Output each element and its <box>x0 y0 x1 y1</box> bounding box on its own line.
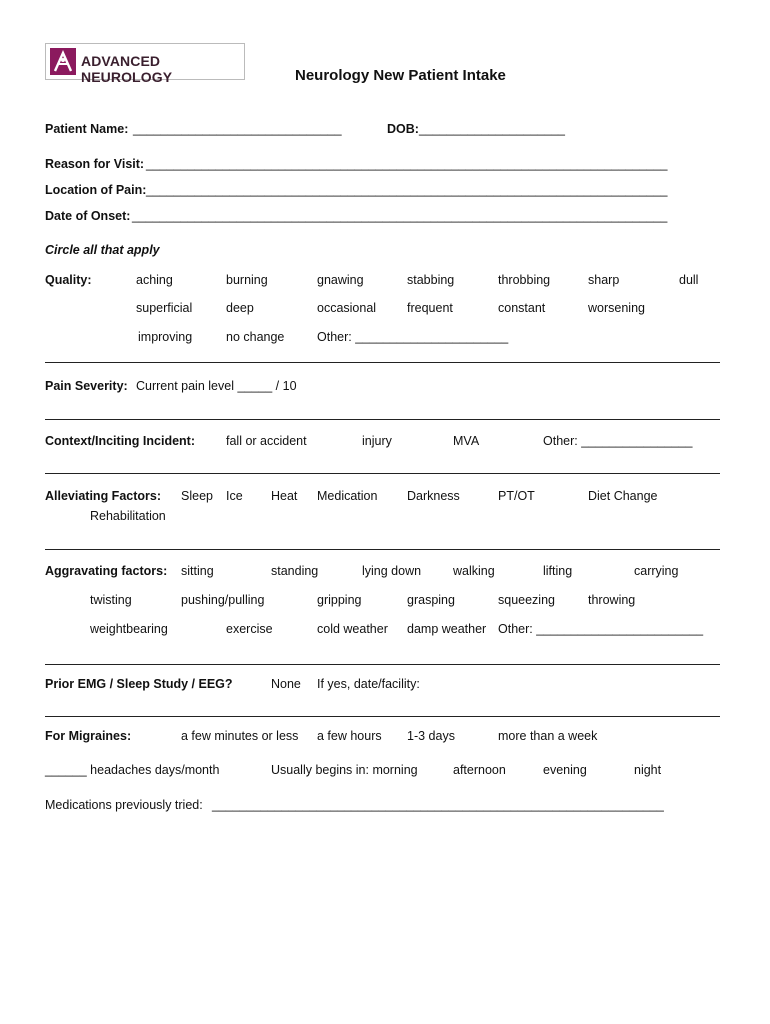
quality-option[interactable]: deep <box>226 301 254 315</box>
quality-option[interactable]: throbbing <box>498 273 551 287</box>
aggravating-option[interactable]: twisting <box>90 593 132 607</box>
onset-field[interactable]: _____________________________________________________________________________ <box>132 209 668 223</box>
migraine-duration-option[interactable]: more than a week <box>498 729 598 743</box>
migraine-begins-option[interactable]: afternoon <box>453 763 506 777</box>
severity-field[interactable]: Current pain level _____ / 10 <box>136 379 297 393</box>
onset-label: Date of Onset: <box>45 209 131 223</box>
aggravating-option[interactable]: pushing/pulling <box>181 593 265 607</box>
quality-option[interactable]: constant <box>498 301 546 315</box>
aggravating-option[interactable]: throwing <box>588 593 636 607</box>
migraine-duration-option[interactable]: a few minutes or less <box>181 729 299 743</box>
section-divider <box>45 716 720 717</box>
context-option[interactable]: injury <box>362 434 392 448</box>
alleviating-option[interactable]: Ice <box>226 489 243 503</box>
section-divider <box>45 419 720 420</box>
quality-option[interactable]: aching <box>136 273 173 287</box>
context-other-field[interactable]: Other: ________________ <box>543 434 693 448</box>
alleviating-option[interactable]: PT/OT <box>498 489 535 503</box>
aggravating-option[interactable]: exercise <box>226 622 273 636</box>
context-label: Context/Inciting Incident: <box>45 434 195 448</box>
medications-field[interactable]: _________________________________________________________________ <box>212 798 664 812</box>
aggravating-other-field[interactable]: Other: ________________________ <box>498 622 704 636</box>
location-field[interactable]: ___________________________________________________________________________ <box>146 183 668 197</box>
reason-label: Reason for Visit: <box>45 157 145 171</box>
quality-option[interactable]: occasional <box>317 301 377 315</box>
aggravating-option[interactable]: standing <box>271 564 319 578</box>
quality-option[interactable]: frequent <box>407 301 453 315</box>
section-divider <box>45 549 720 550</box>
migraine-duration-option[interactable]: 1-3 days <box>407 729 455 743</box>
headache-days-field[interactable]: ______ headaches days/month <box>45 763 220 777</box>
quality-option[interactable]: sharp <box>588 273 620 287</box>
aggravating-option[interactable]: gripping <box>317 593 362 607</box>
dob-label: DOB: <box>387 122 419 136</box>
patient-name-label: Patient Name: <box>45 122 129 136</box>
dob-field[interactable]: _____________________ <box>419 122 565 136</box>
alleviating-option[interactable]: Medication <box>317 489 378 503</box>
aggravating-option[interactable]: walking <box>453 564 495 578</box>
alleviating-option[interactable]: Diet Change <box>588 489 658 503</box>
quality-option[interactable]: gnawing <box>317 273 364 287</box>
migraine-begins-option[interactable]: Usually begins in: morning <box>271 763 418 777</box>
quality-option[interactable]: superficial <box>136 301 193 315</box>
alleviating-option[interactable]: Heat <box>271 489 298 503</box>
patient-name-field[interactable]: ______________________________ <box>133 122 342 136</box>
quality-option[interactable]: stabbing <box>407 273 455 287</box>
aggravating-option[interactable]: weightbearing <box>90 622 168 636</box>
location-label: Location of Pain: <box>45 183 147 197</box>
page-title: Neurology New Patient Intake <box>295 67 506 84</box>
medications-label: Medications previously tried: <box>45 798 203 812</box>
alleviating-option[interactable]: Sleep <box>181 489 213 503</box>
migraine-begins-option[interactable]: night <box>634 763 662 777</box>
quality-option[interactable]: dull <box>679 273 699 287</box>
aggravating-option[interactable]: lifting <box>543 564 573 578</box>
circle-instruction: Circle all that apply <box>45 243 160 257</box>
logo <box>45 43 245 85</box>
quality-option[interactable]: burning <box>226 273 268 287</box>
aggravating-option[interactable]: carrying <box>634 564 679 578</box>
aggravating-option[interactable]: cold weather <box>317 622 388 636</box>
quality-other-field[interactable]: Other: ______________________ <box>317 330 509 344</box>
logo-icon <box>50 48 76 75</box>
section-divider <box>45 664 720 665</box>
alleviating-option[interactable]: Darkness <box>407 489 460 503</box>
quality-label: Quality: <box>45 273 92 287</box>
aggravating-option[interactable]: squeezing <box>498 593 555 607</box>
alleviating-option[interactable]: Rehabilitation <box>90 509 166 523</box>
migraine-begins-option[interactable]: evening <box>543 763 587 777</box>
section-divider <box>45 473 720 474</box>
context-option[interactable]: fall or accident <box>226 434 307 448</box>
context-option[interactable]: MVA <box>453 434 480 448</box>
reason-field[interactable]: ___________________________________________________________________________ <box>146 157 668 171</box>
aggravating-option[interactable]: damp weather <box>407 622 487 636</box>
aggravating-option[interactable]: sitting <box>181 564 214 578</box>
quality-option[interactable]: improving <box>138 330 193 344</box>
aggravating-option[interactable]: grasping <box>407 593 455 607</box>
aggravating-label: Aggravating factors: <box>45 564 168 578</box>
severity-label: Pain Severity: <box>45 379 128 393</box>
migraine-duration-option[interactable]: a few hours <box>317 729 382 743</box>
prior-ifyes-field[interactable]: If yes, date/facility: <box>317 677 420 691</box>
quality-option[interactable]: no change <box>226 330 285 344</box>
prior-none-option[interactable]: None <box>271 677 301 691</box>
alleviating-label: Alleviating Factors: <box>45 489 161 503</box>
aggravating-option[interactable]: lying down <box>362 564 422 578</box>
logo-text: ADVANCED NEUROLOGY <box>81 53 173 85</box>
prior-studies-label: Prior EMG / Sleep Study / EEG? <box>45 677 233 691</box>
quality-option[interactable]: worsening <box>588 301 645 315</box>
section-divider <box>45 362 720 363</box>
migraines-label: For Migraines: <box>45 729 132 743</box>
